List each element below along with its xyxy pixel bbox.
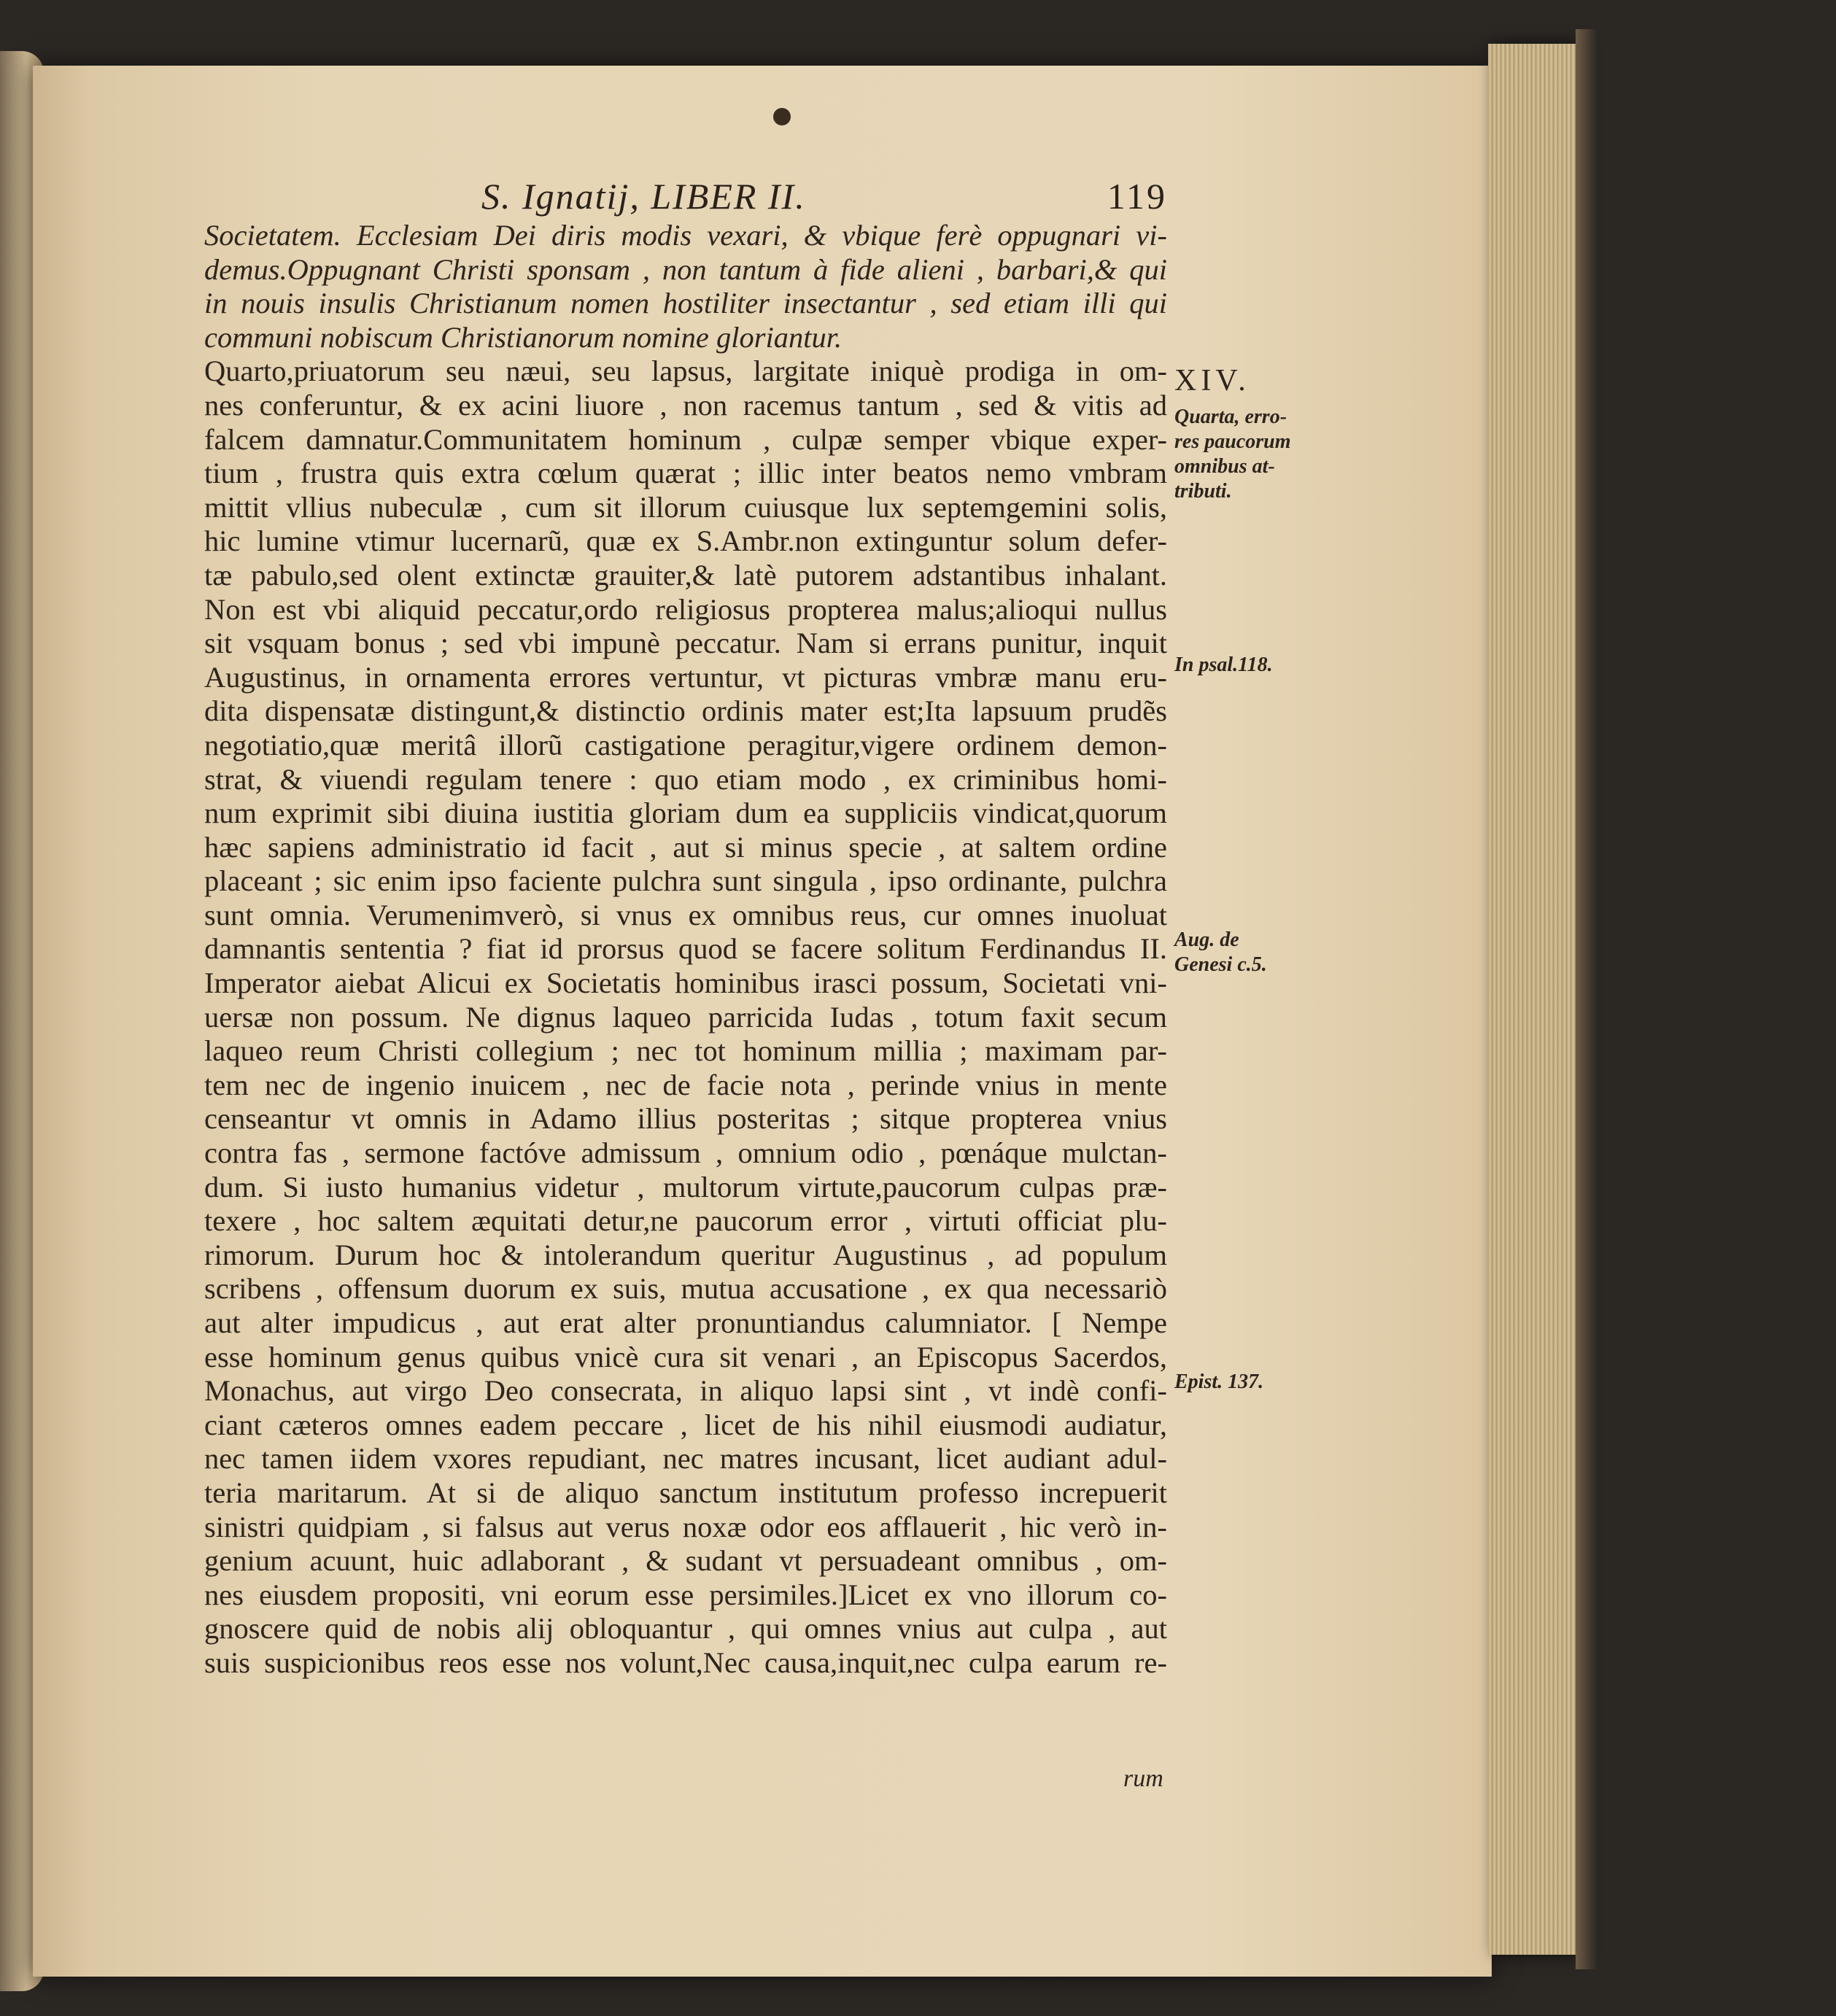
text-line: suis suspicionibus reos esse nos volunt,Nec causa,inquit,nec culpa earum re- — [204, 1645, 1167, 1679]
text-line: esse hominum genus quibus vnicè cura sit venari , an Episcopus Sacerdos, — [204, 1340, 1167, 1373]
margin-reference: In psal.118. — [1174, 654, 1273, 676]
text-line: genium acuunt, huic adlaborant , & sudant vt persuadeant omnibus , om- — [204, 1544, 1167, 1578]
text-line: communi nobiscum Christianorum nomine gloriantur. — [204, 320, 843, 354]
text-line: damnantis sententia ? fiat id prorsus quod se facere solitum Ferdinandus II. — [204, 932, 1167, 966]
text-line: Quarto,priuatorum seu næui, seu lapsus, largitate iniquè prodiga in om- — [204, 354, 1167, 388]
text-line: negotiatio,quæ meritâ illorũ castigatione peragitur,vigere ordinem demon- — [204, 728, 1167, 761]
binding-shadow — [1576, 29, 1597, 1969]
text-line: Imperator aiebat Alicui ex Societatis hominibus irasci possum, Societati vni- — [204, 966, 1167, 1000]
text-line: nec tamen iidem vxores repudiant, nec matres incusant, licet audiant adul- — [204, 1442, 1167, 1476]
text-line: tium , frustra quis extra cœlum quærat ; illic inter beatos nemo vmbram — [204, 457, 1167, 490]
text-line: scribens , offensum duorum ex suis, mutua accusatione , ex qua necessariò — [204, 1272, 1167, 1306]
text-line: placeant ; sic enim ipso faciente pulchra sunt singula , ipso ordinante, pulchra — [204, 864, 1167, 898]
text-line: gnoscere quid de nobis alij obloquantur , qui omnes vnius aut culpa , aut — [204, 1612, 1167, 1645]
text-line: sinistri quidpiam , si falsus aut verus noxæ odor eos afflauerit , hic verò in- — [204, 1510, 1167, 1543]
text-line: num exprimit sibi diuina iustitia gloriam dum ea suppliciis vindicat,quorum — [204, 796, 1167, 830]
text-line: uersæ non possum. Ne dignus laqueo parricida Iudas , totum faxit secum — [204, 1000, 1167, 1034]
margin-reference: Epist. 137. — [1174, 1371, 1264, 1393]
page-number: 119 — [1107, 176, 1167, 217]
text-line: censeantur vt omnis in Adamo illius posteritas ; sitque propterea vnius — [204, 1102, 1167, 1136]
text-line: contra fas , sermone factóve admissum , omnium odio , pœnáque mulctan- — [204, 1136, 1167, 1170]
text-line: Societatem. Ecclesiam Dei diris modis vexari, & vbique ferè oppugnari vi- — [204, 219, 1167, 252]
text-line: Augustinus, in ornamenta errores vertuntur, vt picturas vmbræ manu eru- — [204, 660, 1167, 694]
text-line: nes eiusdem propositi, vni eorum esse persimiles.]Licet ex vno illorum co- — [204, 1578, 1167, 1611]
text-line: falcem damnatur.Communitatem hominum , culpæ semper vbique exper- — [204, 422, 1167, 456]
ink-stain — [773, 108, 791, 125]
text-line: teria maritarum. At si de aliquo sanctum institutum professo increpuerit — [204, 1476, 1167, 1509]
page-block-edges — [1488, 44, 1576, 1955]
margin-gloss: Quarta, erro- res paucorum omnibus at- tributi. — [1174, 406, 1291, 503]
text-line: sit vsquam bonus ; sed vbi impunè peccatur. Nam si errans punitur, inquit — [204, 627, 1167, 660]
text-line: hic lumine vtimur lucernarũ, quæ ex S.Ambr.non extinguntur solum defer- — [204, 524, 1167, 558]
margin-reference: Aug. de Genesi c.5. — [1174, 928, 1267, 976]
text-line: Monachus, aut virgo Deo consecrata, in aliquo lapsi sint , vt indè confi- — [204, 1374, 1167, 1408]
running-title: S. Ignatij, LIBER II. — [481, 176, 806, 217]
text-line: aut alter impudicus , aut erat alter pronuntiandus calumniator. [ Nempe — [204, 1306, 1167, 1339]
text-line: mittit vllius nubeculæ , cum sit illorum cuiusque lux septemgemini solis, — [204, 490, 1167, 524]
text-line: sunt omnia. Verumenimverò, si vnus ex omnibus reus, cur omnes inuoluat — [204, 898, 1167, 931]
text-line: laqueo reum Christi collegium ; nec tot hominum millia ; maximam par- — [204, 1034, 1167, 1068]
margin-section-number: XIV. — [1174, 364, 1250, 398]
text-line: in nouis insulis Christianum nomen hostiliter insectantur , sed etiam illi qui — [204, 287, 1167, 320]
text-line: tem nec de ingenio inuicem , nec de facie nota , perinde vnius in mente — [204, 1068, 1167, 1101]
text-line: strat, & viuendi regulam tenere : quo etiam modo , ex criminibus homi- — [204, 762, 1167, 796]
text-line: demus.Oppugnant Christi sponsam , non tantum à fide alieni , barbari,& qui — [204, 252, 1167, 286]
text-line: ciant cæteros omnes eadem peccare , licet de his nihil eiusmodi audiatur, — [204, 1408, 1167, 1441]
text-line: texere , hoc saltem æquitati detur,ne paucorum error , virtuti officiat plu- — [204, 1204, 1167, 1238]
body-text — [204, 219, 1167, 1680]
catchword: rum — [1123, 1765, 1163, 1792]
text-line: dum. Si iusto humanius videtur , multorum virtute,paucorum culpas præ- — [204, 1170, 1167, 1203]
text-line: Non est vbi aliquid peccatur,ordo religiosus propterea malus;alioqui nullus — [204, 592, 1167, 626]
text-line: tæ pabulo,sed olent extinctæ grauiter,& latè putorem adstantibus inhalant. — [204, 558, 1167, 592]
text-line: hæc sapiens administratio id facit , aut si minus specie , at saltem ordine — [204, 830, 1167, 864]
text-line: dita dispensatæ distingunt,& distinctio ordinis mater est;Ita lapsuum prudẽs — [204, 694, 1167, 728]
text-line: nes conferuntur, & ex acini liuore , non racemus tantum , sed & vitis ad — [204, 388, 1167, 422]
margin-notes — [1174, 0, 1313, 2016]
text-line: rimorum. Durum hoc & intolerandum queritur Augustinus , ad populum — [204, 1238, 1167, 1271]
